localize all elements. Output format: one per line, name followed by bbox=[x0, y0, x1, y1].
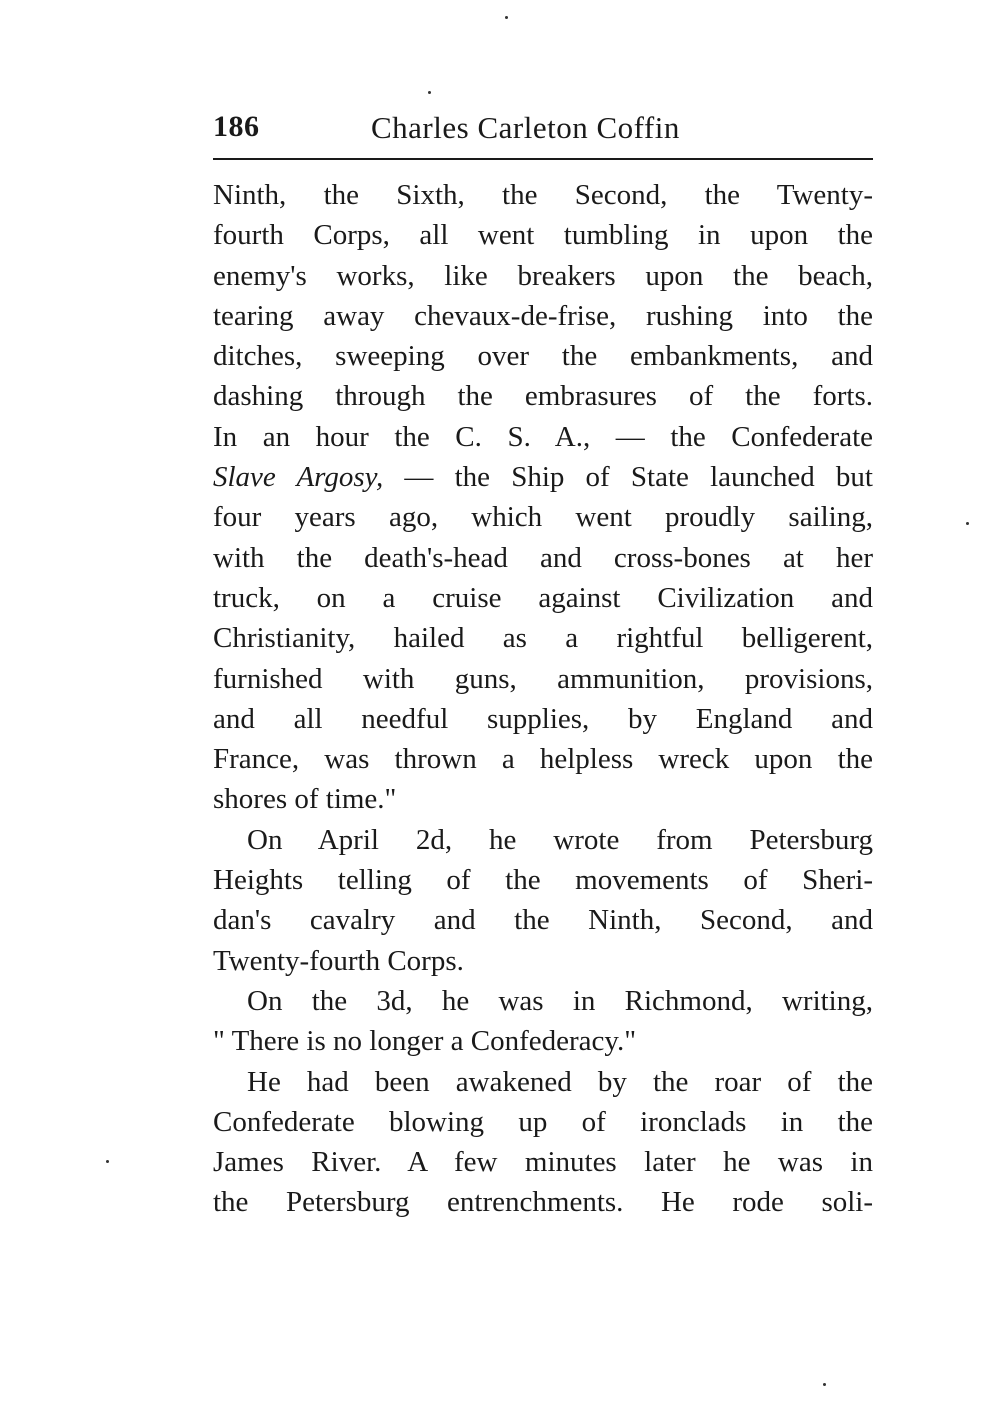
page-header bbox=[213, 100, 873, 160]
text-line: dashing through the embrasures of the forts. bbox=[213, 380, 873, 413]
text-line: " There is no longer a Confederacy." bbox=[213, 1025, 637, 1058]
text-line: tearing away chevaux-de-frise, rushing into the bbox=[213, 299, 873, 332]
text-line: Heights telling of the movements of Sheri- bbox=[213, 864, 873, 897]
book-page bbox=[213, 100, 873, 1223]
text-line: On the 3d, he was in Richmond, writing, bbox=[247, 984, 873, 1017]
paragraph-2 bbox=[213, 820, 873, 981]
text-line: Christianity, hailed as a rightful belligerent, bbox=[213, 622, 873, 655]
text-line: enemy's works, like breakers upon the beach, bbox=[213, 259, 873, 292]
text-line: with the death's-head and cross-bones at her bbox=[213, 541, 873, 574]
italic-phrase: Slave Argosy, bbox=[213, 461, 384, 494]
text-line: In an hour the C. S. A., — the Confederate bbox=[213, 420, 873, 453]
running-title: Charles Carleton Coffin bbox=[371, 110, 680, 145]
text-line-with-italic bbox=[213, 457, 873, 497]
text-line: On April 2d, he wrote from Petersburg bbox=[247, 823, 873, 856]
text-line: He had been awakened by the roar of the bbox=[247, 1065, 873, 1098]
text-line: James River. A few minutes later he was in bbox=[213, 1146, 873, 1179]
paragraph-3 bbox=[213, 981, 873, 1062]
text-line: Twenty-fourth Corps. bbox=[213, 944, 464, 977]
text-line: ditches, sweeping over the embankments, and bbox=[213, 340, 873, 373]
text-line: and all needful supplies, by England and bbox=[213, 702, 873, 735]
ink-speck bbox=[505, 16, 508, 19]
text-line: dan's cavalry and the Ninth, Second, and bbox=[213, 904, 873, 937]
text-line: four years ago, which went proudly sailing, bbox=[213, 501, 873, 534]
line-remainder: — the Ship of State launched but bbox=[383, 461, 873, 494]
body-text bbox=[213, 175, 873, 1223]
ink-speck bbox=[106, 1160, 109, 1163]
text-line: Ninth, the Sixth, the Second, the Twenty- bbox=[213, 179, 873, 211]
text-line: truck, on a cruise against Civilization and bbox=[213, 581, 873, 614]
paragraph-1 bbox=[213, 175, 873, 820]
ink-speck bbox=[823, 1383, 826, 1386]
text-line: furnished with guns, ammunition, provisions, bbox=[213, 662, 873, 695]
text-line: the Petersburg entrenchments. He rode soli- bbox=[213, 1186, 873, 1219]
page-number: 186 bbox=[213, 110, 260, 143]
text-line: France, was thrown a helpless wreck upon the bbox=[213, 743, 873, 776]
ink-speck bbox=[428, 91, 431, 94]
paragraph-4 bbox=[213, 1062, 873, 1223]
text-line: fourth Corps, all went tumbling in upon the bbox=[213, 219, 873, 252]
text-line: shores of time." bbox=[213, 783, 397, 816]
ink-speck bbox=[966, 522, 969, 525]
text-line: Confederate blowing up of ironclads in the bbox=[213, 1105, 873, 1138]
header-rule bbox=[213, 158, 873, 160]
